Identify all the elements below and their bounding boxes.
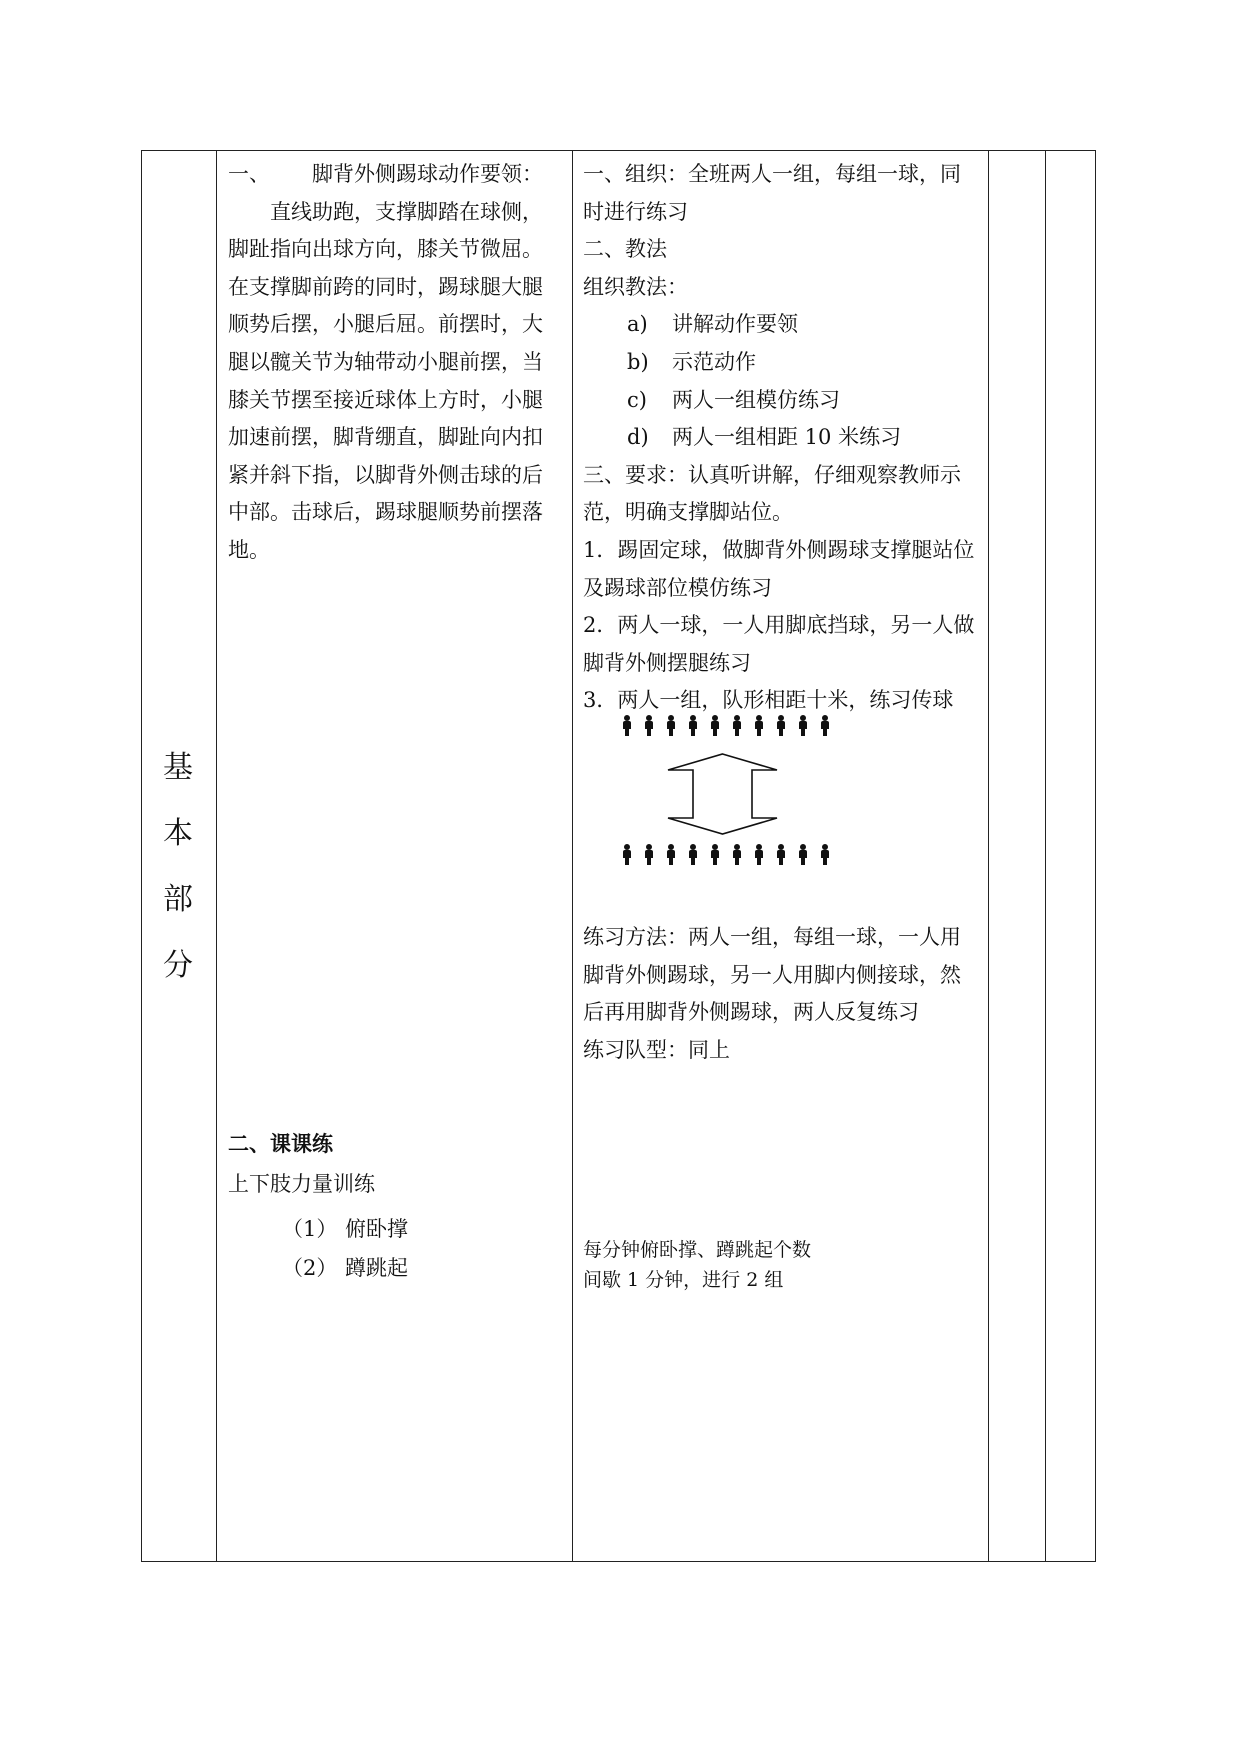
person-icon xyxy=(774,715,789,735)
double-arrow-icon xyxy=(665,753,780,835)
step-text: 示范动作 xyxy=(672,349,756,374)
item-number: （1） xyxy=(282,1217,338,1241)
content-heading-1 xyxy=(228,156,562,194)
drill-2-text: 2．两人一球，一人用脚底挡球，另一人做脚背外侧摆腿练习 xyxy=(583,613,975,675)
person-icon xyxy=(730,715,745,735)
drill-3-text: 3．两人一组，队形相距十米，练习传球 xyxy=(583,688,954,713)
person-icon xyxy=(642,715,657,735)
person-icon xyxy=(752,715,767,735)
person-icon xyxy=(642,844,657,864)
training-title: 上下肢力量训练 xyxy=(228,1172,375,1196)
method-column xyxy=(583,156,978,720)
players-row-bottom xyxy=(620,844,833,864)
formation-diagram xyxy=(620,715,840,875)
person-icon xyxy=(818,844,833,864)
section-label-char: 分 xyxy=(163,948,193,983)
training-item xyxy=(282,1252,408,1282)
step-text: 两人一组相距 10 米练习 xyxy=(672,425,902,450)
requirements-text: 三、要求：认真听讲解，仔细观察教师示范，明确支撑脚站位。 xyxy=(583,462,961,525)
item-number: （2） xyxy=(282,1256,338,1280)
organization-text: 一、组织：全班两人一组，每组一球，同时进行练习 xyxy=(583,162,961,224)
person-icon xyxy=(752,844,767,864)
note-line: 每分钟俯卧撑、蹲跳起个数 xyxy=(583,1239,812,1261)
item-text: 蹲跳起 xyxy=(345,1256,408,1280)
step-mark: d) xyxy=(627,425,649,450)
person-icon xyxy=(686,844,701,864)
person-icon xyxy=(796,844,811,864)
person-icon xyxy=(664,715,679,735)
section-label-char: 基 xyxy=(163,750,193,785)
players-row-top xyxy=(620,715,833,735)
person-icon xyxy=(774,844,789,864)
method-step xyxy=(583,419,978,457)
practice-block xyxy=(583,919,978,1069)
section-label-char: 本 xyxy=(163,816,193,851)
note-line: 间歇 1 分钟，进行 2 组 xyxy=(583,1269,784,1291)
organization-method-title: 组织教法： xyxy=(583,274,688,299)
item-text: 俯卧撑 xyxy=(345,1217,408,1241)
practice-formation-text: 练习队型：同上 xyxy=(583,1037,730,1062)
step-text: 讲解动作要领 xyxy=(672,312,798,337)
table-divider xyxy=(1045,150,1046,1562)
method-step xyxy=(583,344,978,382)
table-divider xyxy=(572,150,573,1562)
practice-method-text: 练习方法：两人一组，每组一球，一人用脚背外侧踢球，另一人用脚内侧接球，然后再用脚背外侧踢球，两人反复练习 xyxy=(583,925,961,1025)
person-icon xyxy=(730,844,745,864)
person-icon xyxy=(708,844,723,864)
training-item xyxy=(282,1213,408,1243)
step-mark: a) xyxy=(627,312,648,337)
content-heading-2: 二、课课练 xyxy=(228,1131,333,1156)
heading-text: 脚背外侧踢球动作要领： xyxy=(312,162,543,186)
heading-number: 一、 xyxy=(228,162,270,186)
person-icon xyxy=(708,715,723,735)
person-icon xyxy=(796,715,811,735)
step-mark: c) xyxy=(627,387,647,412)
section-label xyxy=(146,735,210,999)
person-icon xyxy=(620,715,635,735)
person-icon xyxy=(664,844,679,864)
step-text: 两人一组模仿练习 xyxy=(672,387,840,412)
person-icon xyxy=(818,715,833,735)
technique-paragraph: 直线助跑，支撑脚踏在球侧，脚趾指向出球方向，膝关节微屈。在支撑脚前跨的同时，踢球腿大腿顺势后摆，小腿后屈。前摆时，大腿以髋关节为轴带动小腿前摆，当膝关节摆至接近球体上方时，小腿加速前摆，脚背绷直，脚趾向内扣紧并斜下指，以脚背外侧击球的后中部。击球后，踢球腿顺势前摆落地。 xyxy=(228,199,543,562)
method-step xyxy=(583,382,978,420)
training-note xyxy=(583,1235,978,1295)
step-mark: b) xyxy=(627,349,649,374)
drill-1-text: 1．踢固定球，做脚背外侧踢球支撑腿站位及踢球部位模仿练习 xyxy=(583,537,975,600)
teaching-method-title: 二、教法 xyxy=(583,237,667,262)
table-divider xyxy=(988,150,989,1562)
person-icon xyxy=(686,715,701,735)
section-label-char: 部 xyxy=(163,882,193,917)
person-icon xyxy=(620,844,635,864)
content-column xyxy=(228,156,562,570)
table-divider xyxy=(216,150,217,1562)
method-step xyxy=(583,306,978,344)
